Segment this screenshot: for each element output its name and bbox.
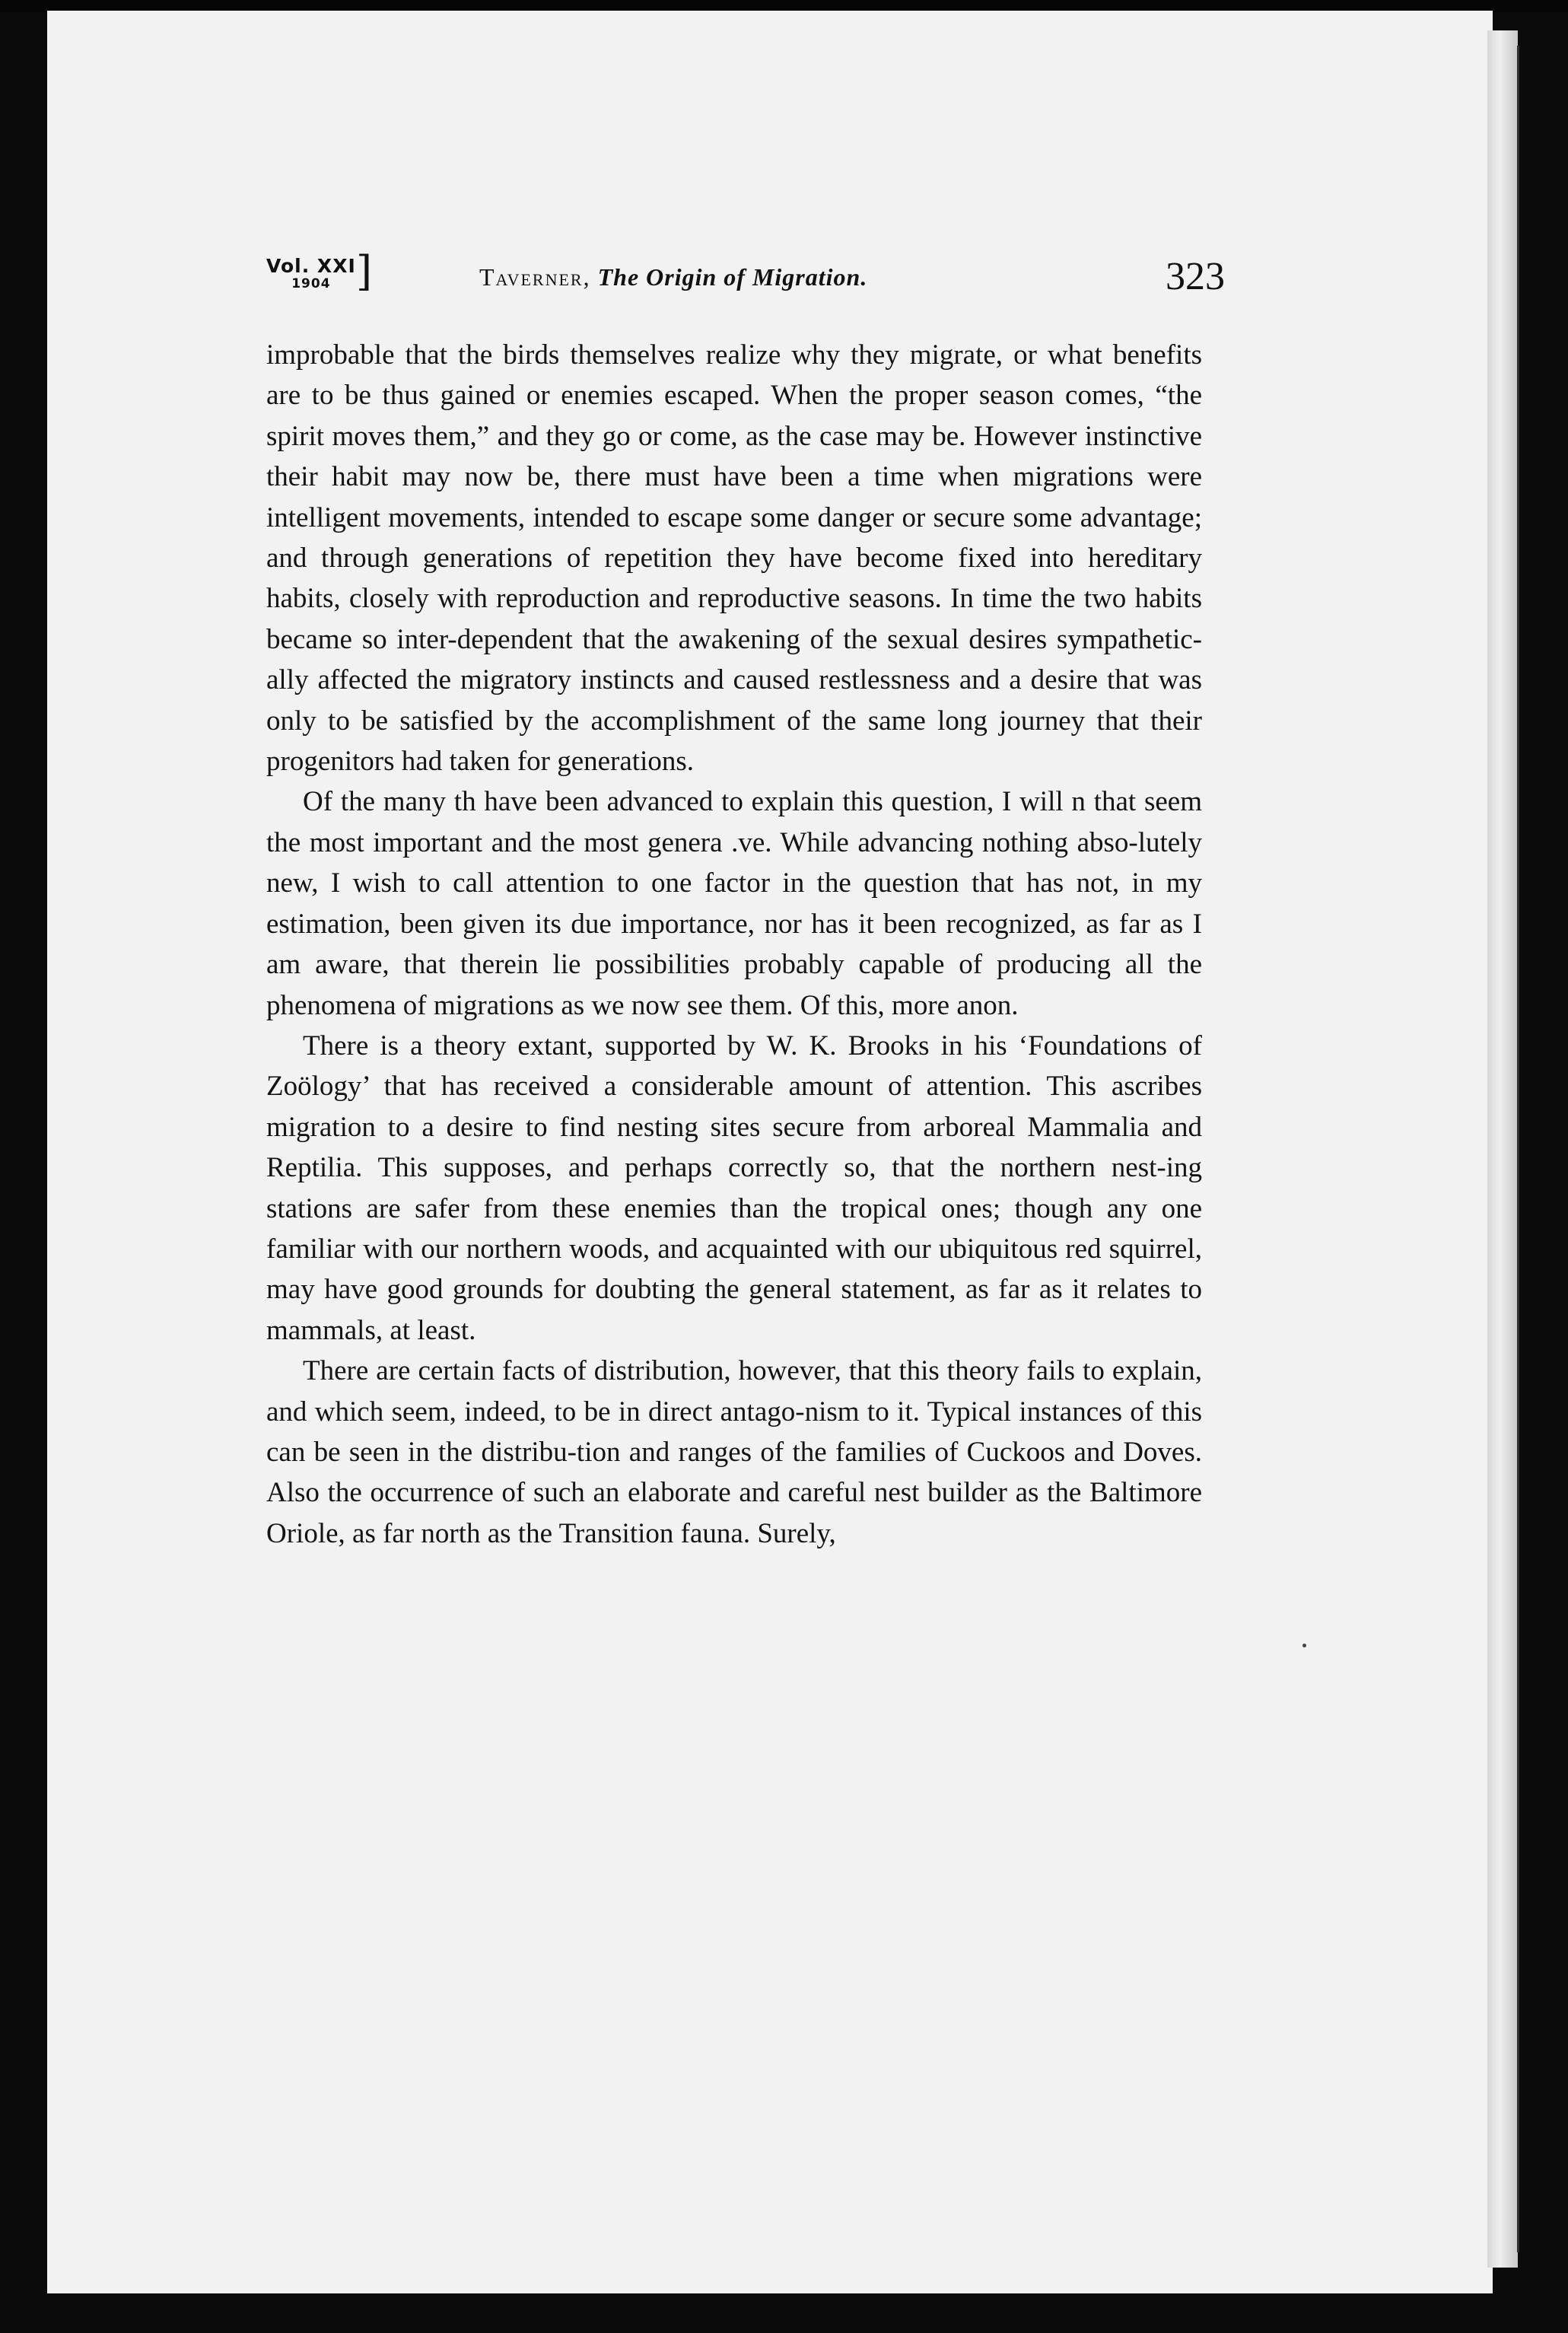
scan-speck — [1302, 1644, 1306, 1647]
running-head — [479, 263, 867, 291]
page-header — [266, 247, 1225, 310]
paragraph-4: There are certain facts of distribution, however, that this theory fails to explain, and which seem, indeed, to be in direct antago-nism to it. Typical instances of this can be seen in the distribu-tion and ranges of the families of Cuckoos and Doves. Also the occurrence of such an elaborate and careful nest builder as the Baltimore Oriole, as far north as the Transition fauna. Surely, — [266, 1355, 1202, 1549]
running-head-author: Taverner, — [479, 263, 591, 291]
page-edge — [1487, 30, 1518, 2268]
volume-bracket: ] — [356, 247, 373, 295]
page-number: 323 — [1166, 255, 1225, 298]
binding-line — [1517, 46, 1519, 2252]
volume-label — [266, 256, 356, 291]
running-head-title: The Origin of Migration. — [597, 263, 868, 291]
paragraph-3: There is a theory extant, supported by W. K. Brooks in his ‘Foundations of Zoölogy’ that has received a considerable amount of attention. This ascribes migration to a desire to find nesting sites secure from arboreal Mammalia and Reptilia. This supposes, and perhaps correctly so, that the northern nest-ing stations are safer from these enemies than the tropical ones; though any one familiar with our northern woods, and acquainted with our ubiquitous red squirrel, may have good grounds for doubting the general statement, as far as it relates to mammals, at least. — [266, 1030, 1202, 1346]
body-text — [266, 335, 1202, 1554]
volume-number: Vol. XXI — [266, 255, 356, 277]
paragraph-1: improbable that the birds themselves realize why they migrate, or what benefits are to be thus gained or enemies escaped. When the proper season comes, “the spirit moves them,” and they go or come, as the case may be. However instinctive their habit may now be, there must have been a time when migrations were intelligent movements, intended to escape some danger or secure some advantage; and through generations of repetition they have become fixed into hereditary habits, closely with reproduction and reproductive seasons. In time the two habits became so inter-dependent that the awakening of the sexual desires sympathetic-ally affected the migratory instincts and caused restlessness and a desire that was only to be satisfied by the accomplishment of the same long journey that their progenitors had taken for generations. — [266, 339, 1202, 778]
paragraph-2: Of the many th have been advanced to explain this question, I will n that seem the most important and the most genera .ve. While advancing nothing abso-lutely new, I wish to call attention to one factor in the question that has not, in my estimation, been given its due importance, nor has it been recognized, as far as I am aware, that therein lie possibilities probably capable of producing all the phenomena of migrations as we now see them. Of this, more anon. — [266, 786, 1202, 1021]
volume-year: 1904 — [291, 276, 331, 291]
